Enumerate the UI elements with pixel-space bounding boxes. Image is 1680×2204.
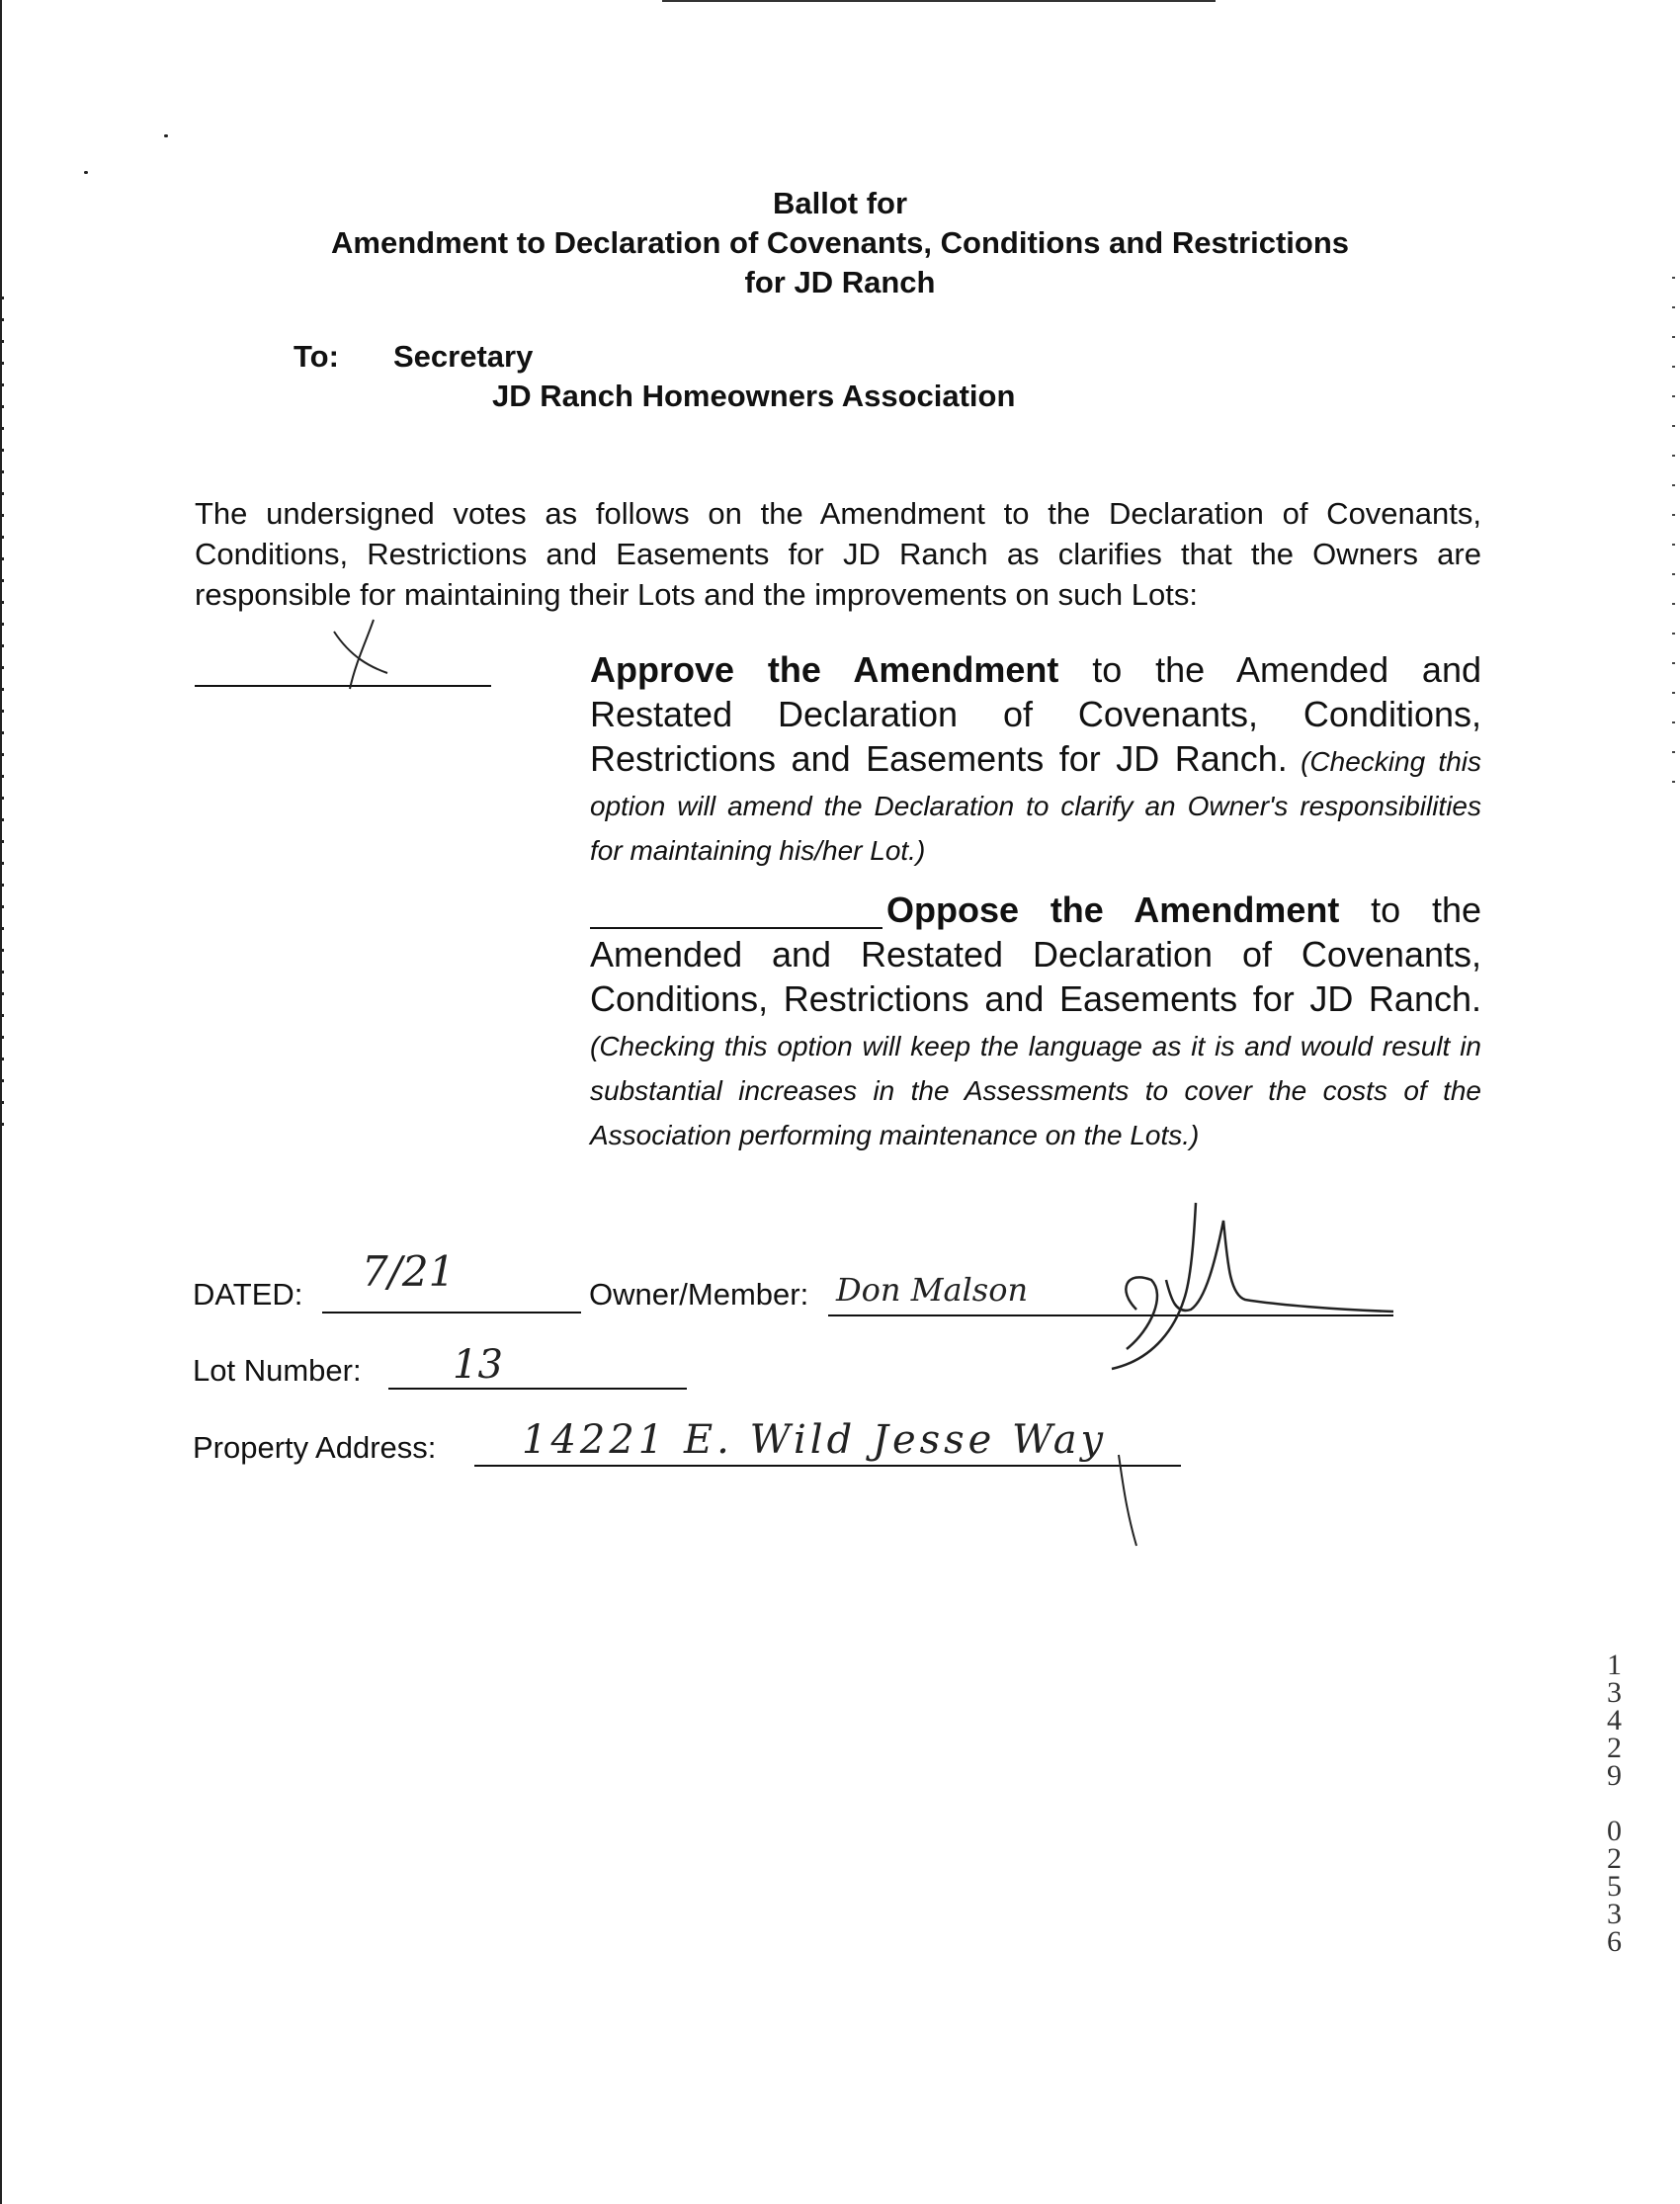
scan-speck	[164, 134, 168, 137]
scan-edge-marks	[0, 297, 4, 1127]
to-label: To:	[294, 339, 339, 374]
scan-speck	[84, 171, 88, 174]
dated-value: 7/21	[362, 1247, 456, 1296]
property-address-line[interactable]	[474, 1465, 1181, 1467]
lot-number-line[interactable]	[388, 1388, 687, 1390]
lot-number-label: Lot Number:	[193, 1353, 362, 1388]
owner-value: Don Malson	[836, 1271, 1029, 1309]
dated-label: DATED:	[193, 1277, 303, 1312]
scan-edge-marks-right	[1672, 277, 1675, 791]
owner-signature	[1097, 1201, 1393, 1379]
lot-number-value: 13	[453, 1342, 503, 1388]
oppose-option-title: Oppose the Amendment	[886, 890, 1340, 930]
property-address-value: 14221 E. Wild Jesse Way	[522, 1417, 1108, 1463]
address-pen-stroke	[1117, 1453, 1146, 1552]
recipient-name: Secretary	[393, 339, 534, 374]
document-number	[1607, 1596, 1646, 2011]
property-address-label: Property Address:	[193, 1430, 437, 1465]
intro-paragraph: The undersigned votes as follows on the Amendment to the Declaration of Covenants, Conditions, Restrictions and Easements for JD Ranch as clarifies that the Owners are responsible for maintaining their Lots and the improvements on such Lots:	[195, 496, 1481, 612]
title-line-2: Amendment to Declaration of Covenants, Conditions and Restrictions	[331, 225, 1349, 260]
approve-option-note: (Checking this option will amend the Declaration to clarify an Owner's responsibilities for maintaining his/her Lot.)	[590, 746, 1482, 866]
approve-check-mark	[326, 618, 395, 692]
ballot-title	[0, 184, 1680, 302]
approve-option-text: to the Amended and Restated Declaration of Covenants, Conditions, Restrictions and Easements for JD Ranch.	[590, 649, 1481, 779]
owner-label: Owner/Member:	[589, 1277, 809, 1312]
recipient-organization: JD Ranch Homeowners Association	[492, 379, 1016, 413]
title-line-1: Ballot for	[772, 186, 908, 220]
oppose-option	[590, 888, 1481, 1154]
dated-line[interactable]	[322, 1312, 581, 1314]
oppose-option-note: (Checking this option will keep the language as it is and would result in substantial increases in the Assessments to cover the costs of the Association performing maintenance on the Lots.)	[590, 1031, 1481, 1150]
oppose-option-text: to the Amended and Restated Declaration of Covenants, Conditions, Restrictions and Easements for JD Ranch.	[590, 890, 1481, 1019]
approve-option	[590, 647, 1481, 870]
approve-option-title: Approve the Amendment	[590, 649, 1059, 690]
scan-top-line	[662, 0, 1216, 2]
document-number-text: 1 3 4 2 9 0 2 5 3 6	[1607, 1649, 1622, 1958]
title-line-3: for JD Ranch	[744, 265, 936, 299]
